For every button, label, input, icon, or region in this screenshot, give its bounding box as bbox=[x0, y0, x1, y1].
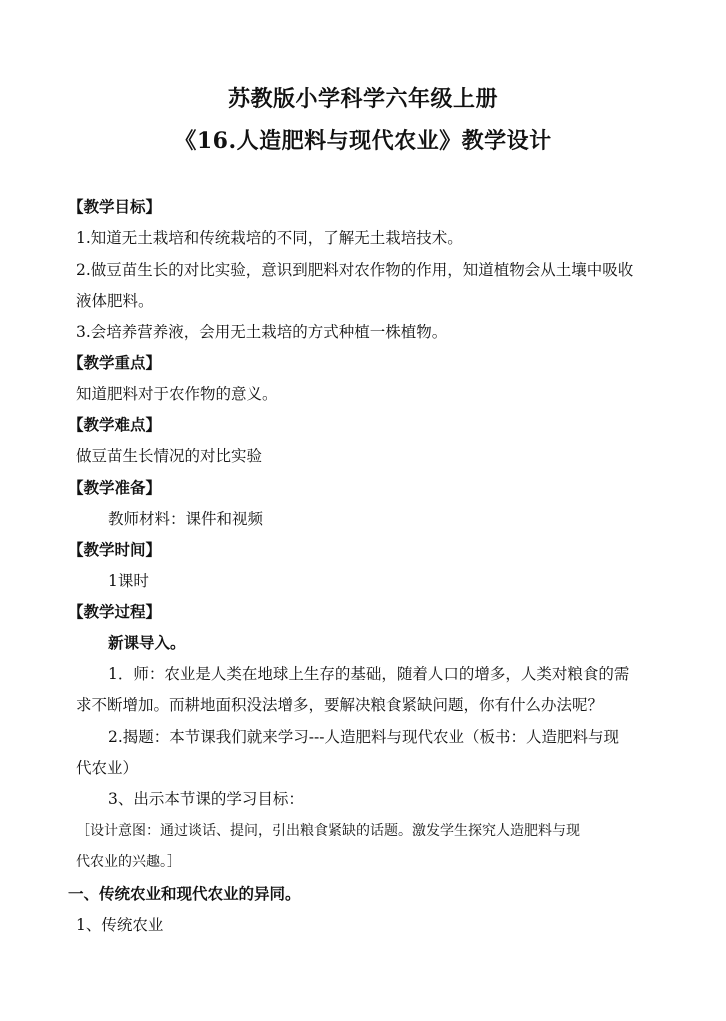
section-heading-objectives: 【教学目标】 bbox=[68, 197, 162, 216]
objective-1: 1.知道无土栽培和传统栽培的不同，了解无土栽培技术。 bbox=[76, 229, 463, 247]
process-step-2-line1: 2.揭题：本节课我们就来学习---人造肥料与现代农业（板书：人造肥料与现 bbox=[108, 728, 620, 746]
objective-2-line2: 液体肥料。 bbox=[76, 292, 154, 310]
process-intro-heading: 新课导入。 bbox=[108, 633, 186, 652]
document-title-line2: 《16.人造肥料与现代农业》教学设计 bbox=[174, 128, 552, 154]
process-step-2-line2: 代农业） bbox=[76, 759, 139, 777]
time-text: 1课时 bbox=[108, 572, 149, 590]
process-step-1-line1: 1．师：农业是人类在地球上生存的基础，随着人口的增多，人类对粮食的需 bbox=[108, 665, 630, 683]
document-title-line1: 苏教版小学科学六年级上册 bbox=[227, 86, 498, 112]
key-points-text: 知道肥料对于农作物的意义。 bbox=[76, 385, 278, 403]
design-intent-line2: 代农业的兴趣。］ bbox=[76, 854, 181, 870]
section-heading-difficulties: 【教学难点】 bbox=[68, 415, 162, 434]
section-heading-time: 【教学时间】 bbox=[68, 540, 162, 559]
preparation-text: 教师材料：课件和视频 bbox=[108, 510, 264, 528]
objective-2-line1: 2.做豆苗生长的对比实验，意识到肥料对农作物的作用，知道植物会从土壤中吸收 bbox=[76, 261, 634, 279]
process-step-1-line2: 求不断增加。而耕地面积没法增多，要解决粮食紧缺问题，你有什么办法呢？ bbox=[76, 696, 604, 714]
difficulties-text: 做豆苗生长情况的对比实验 bbox=[76, 447, 263, 465]
section-heading-preparation: 【教学准备】 bbox=[68, 478, 162, 497]
process-step-3: 3、出示本节课的学习目标： bbox=[108, 790, 304, 808]
section-heading-part-1: 一、传统农业和现代农业的异同。 bbox=[68, 884, 301, 903]
objective-3: 3.会培养营养液，会用无土栽培的方式种植一株植物。 bbox=[76, 323, 448, 341]
design-intent-line1: ［设计意图：通过谈话、提问，引出粮食紧缺的话题。激发学生探究人造肥料与现 bbox=[76, 823, 580, 839]
part-1-subheading: 1、传统农业 bbox=[76, 916, 164, 934]
section-heading-process: 【教学过程】 bbox=[68, 602, 162, 621]
section-heading-key-points: 【教学重点】 bbox=[68, 353, 162, 372]
